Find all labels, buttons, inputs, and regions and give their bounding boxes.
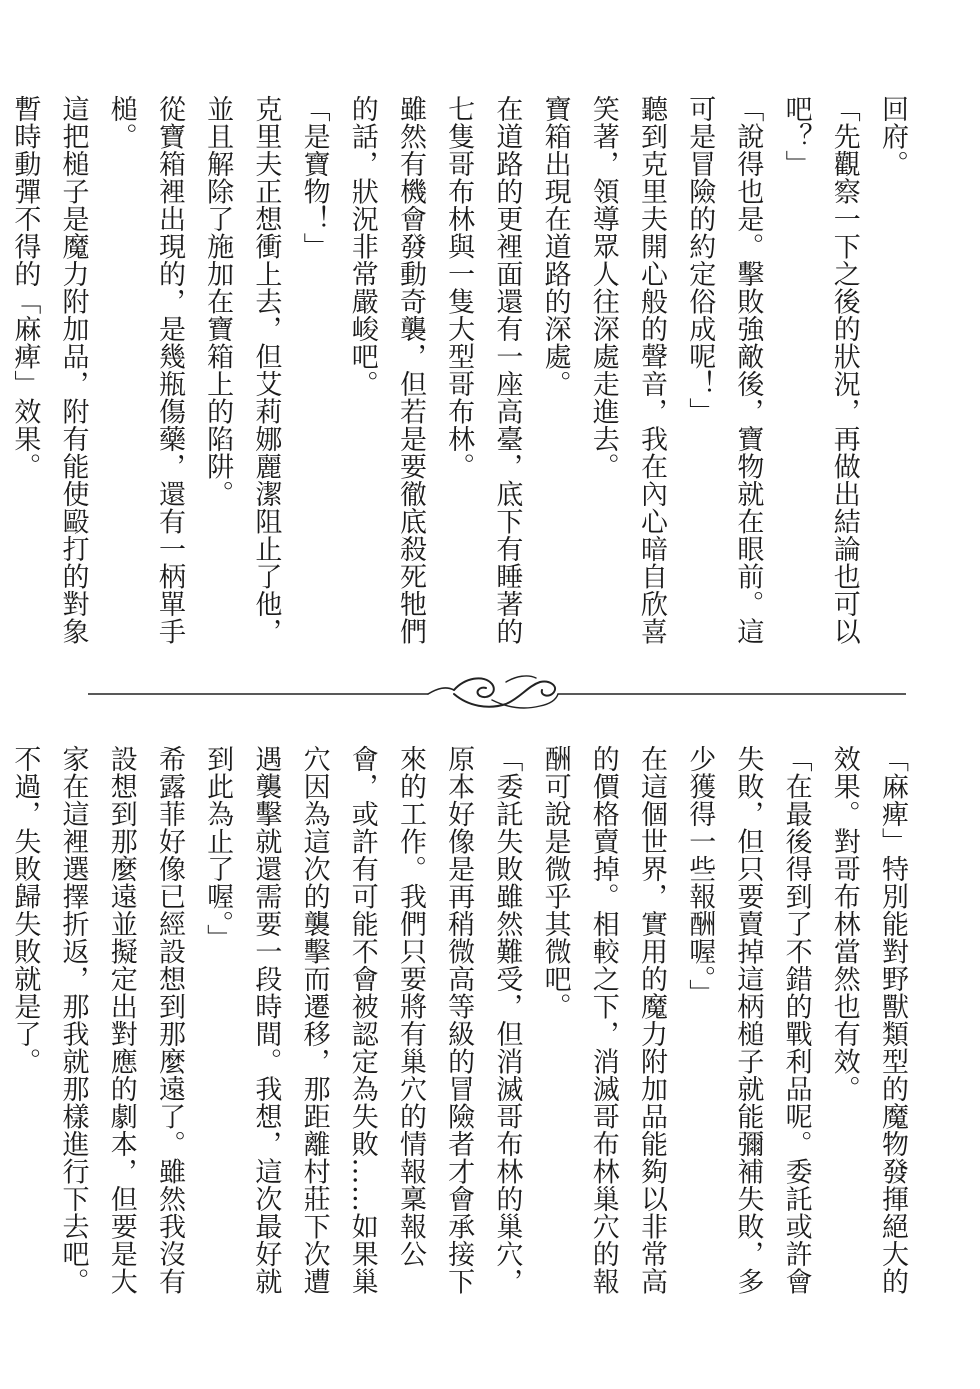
paragraph: 「先觀察一下之後的狀況，再做出結論也可以吧？」 — [780, 95, 860, 645]
paragraph: 「麻痺」特別能對野獸類型的魔物發揮絕大的效果。對哥布林當然也有效。 — [828, 745, 908, 1295]
paragraph: 回府。 — [877, 95, 908, 178]
paragraph: 「是寶物！」 — [298, 95, 330, 260]
paragraph: 克里夫正想衝上去，但艾莉娜麗潔阻止了他，並且解除了施加在寶箱上的陷阱。 — [202, 95, 282, 645]
paragraph: 這把槌子是魔力附加品，附有能使毆打的對象暫時動彈不得的「麻痺」效果。 — [9, 95, 89, 645]
paragraph: 「委託失敗雖然難受，但消滅哥布林的巢穴，原本好像是再稍微高等級的冒險者才會承接下來的工作。我們只要將有巢穴的情報稟報公會，或許有可能不會被認定為失敗……如果巢穴因為這次的襲擊而遷移，那距離村莊下次遭遇襲擊就還需要一段時間。我想，這次最好就到此為止了喔。」 — [202, 745, 523, 1295]
paragraph: 希露菲好像已經設想到那麼遠了。雖然我沒有設想到那麼遠並擬定出對應的劇本，但要是大家在這裡選擇折返，那我就那樣進行下去吧。 — [57, 745, 185, 1295]
paragraph: 從寶箱裡出現的，是幾瓶傷藥，還有一柄單手槌。 — [105, 95, 185, 645]
top-text-section — [9, 95, 916, 655]
section-divider-ornament — [88, 664, 906, 722]
paragraph: 不過，失敗歸失敗就是了。 — [9, 745, 41, 1075]
paragraph: 「說得也是。擊敗強敵後，寶物就在眼前。這可是冒險的約定俗成呢！」 — [684, 95, 764, 645]
paragraph: 聽到克里夫開心般的聲音，我在內心暗自欣喜笑著，領導眾人往深處走進去。 — [587, 95, 667, 645]
paragraph: 寶箱出現在道路的深處。 — [539, 95, 571, 398]
bottom-text-section — [9, 745, 916, 1305]
paragraph: 「在最後得到了不錯的戰利品呢。委託或許會失敗，但只要賣掉這柄槌子就能彌補失敗，多少獲得一些報酬喔。」 — [684, 745, 812, 1295]
paragraph: 雖然有機會發動奇襲，但若是要徹底殺死牠們的話，狀況非常嚴峻吧。 — [346, 95, 426, 645]
paragraph: 在道路的更裡面還有一座高臺，底下有睡著的七隻哥布林與一隻大型哥布林。 — [443, 95, 523, 645]
paragraph: 在這個世界，實用的魔力附加品能夠以非常高的價格賣掉。相較之下，消滅哥布林巢穴的報酬可說是微乎其微吧。 — [539, 745, 667, 1295]
